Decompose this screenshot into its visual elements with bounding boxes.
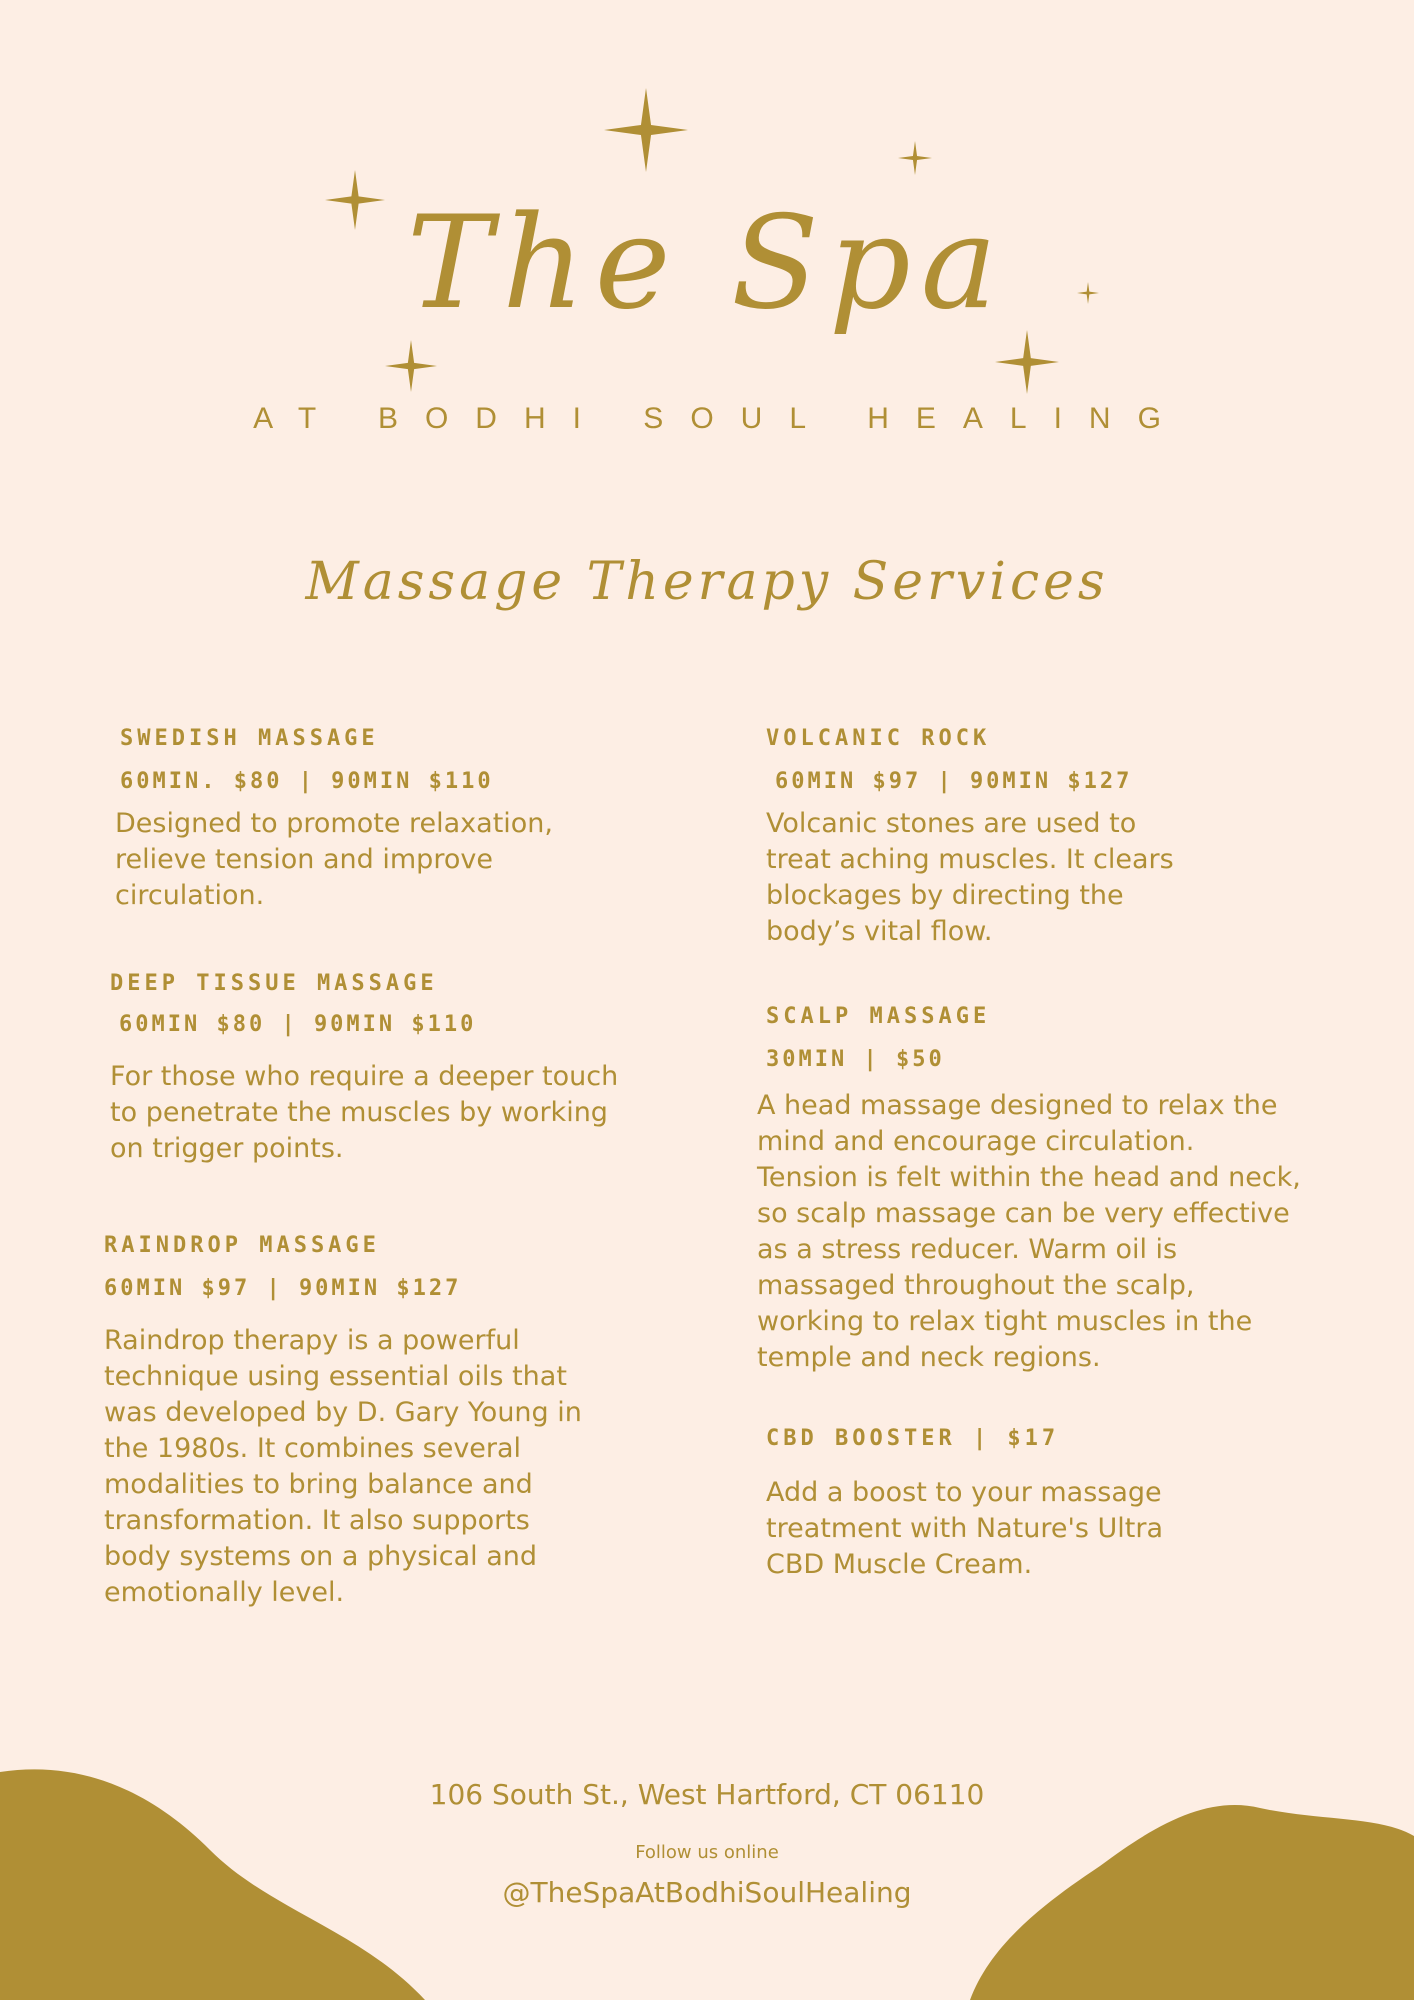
service-deep-tissue-massage	[110, 971, 650, 1167]
page-title: The Spa	[406, 189, 1008, 338]
service-description: Raindrop therapy is a powerful technique using essential oils that was developed by D. Gary Young in the 1980s. It combines several modalities to bring balance and transformation. It also supports body systems on a physical and emotionally level.	[104, 1325, 582, 1608]
service-raindrop-massage	[104, 1233, 624, 1611]
service-volcanic-rock	[766, 726, 1286, 950]
social-handle-link[interactable]: @TheSpaAtBodhiSoulHealing	[502, 1876, 912, 1909]
service-price: 60MIN $80 | 90MIN $110	[119, 1012, 477, 1037]
service-description: Add a boost to your massage treatment with Nature's Ultra CBD Muscle Cream.	[766, 1477, 1164, 1580]
service-description: Designed to promote relaxation, relieve tension and improve circulation.	[115, 808, 553, 911]
service-name: RAINDROP MASSAGE	[104, 1233, 380, 1258]
service-price: 30MIN | $50	[766, 1047, 945, 1072]
service-description: A head massage designed to relax the mind and encourage circulation. Tension is felt within the head and neck, so scalp massage can be very effective as a stress reducer. Warm oil is massaged throughout the scalp, working to relax tight muscles in the temple and neck regions.	[757, 1090, 1301, 1373]
sparkle-star-icon	[385, 340, 437, 392]
follow-label: Follow us online	[635, 1842, 779, 1863]
page-subtitle: AT BODHI SOUL HEALING	[253, 402, 1188, 435]
service-scalp-massage	[757, 1004, 1326, 1376]
service-price: 60MIN. $80 | 90MIN $110	[120, 769, 494, 794]
service-price: 60MIN $97 | 90MIN $127	[104, 1276, 462, 1301]
service-name: CBD BOOSTER | $17	[766, 1426, 1060, 1451]
address: 106 South St., West Hartford, CT 06110	[429, 1778, 985, 1811]
service-name: SWEDISH MASSAGE	[120, 726, 379, 751]
sparkle-star-icon	[898, 141, 932, 175]
service-name: SCALP MASSAGE	[766, 1004, 991, 1029]
service-swedish-massage	[115, 726, 640, 914]
sparkle-star-icon	[604, 88, 688, 172]
service-cbd-booster	[766, 1426, 1286, 1583]
service-name: VOLCANIC ROCK	[766, 726, 991, 751]
service-price: 60MIN $97 | 90MIN $127	[775, 769, 1133, 794]
service-description: Volcanic stones are used to treat aching muscles. It clears blockages by directing the body’s vital flow.	[766, 808, 1174, 947]
service-name: DEEP TISSUE MASSAGE	[110, 971, 438, 996]
service-description: For those who require a deeper touch to penetrate the muscles by working on trigger points.	[110, 1061, 619, 1164]
sparkle-star-icon	[995, 330, 1059, 394]
section-title: Massage Therapy Services	[305, 552, 1109, 612]
